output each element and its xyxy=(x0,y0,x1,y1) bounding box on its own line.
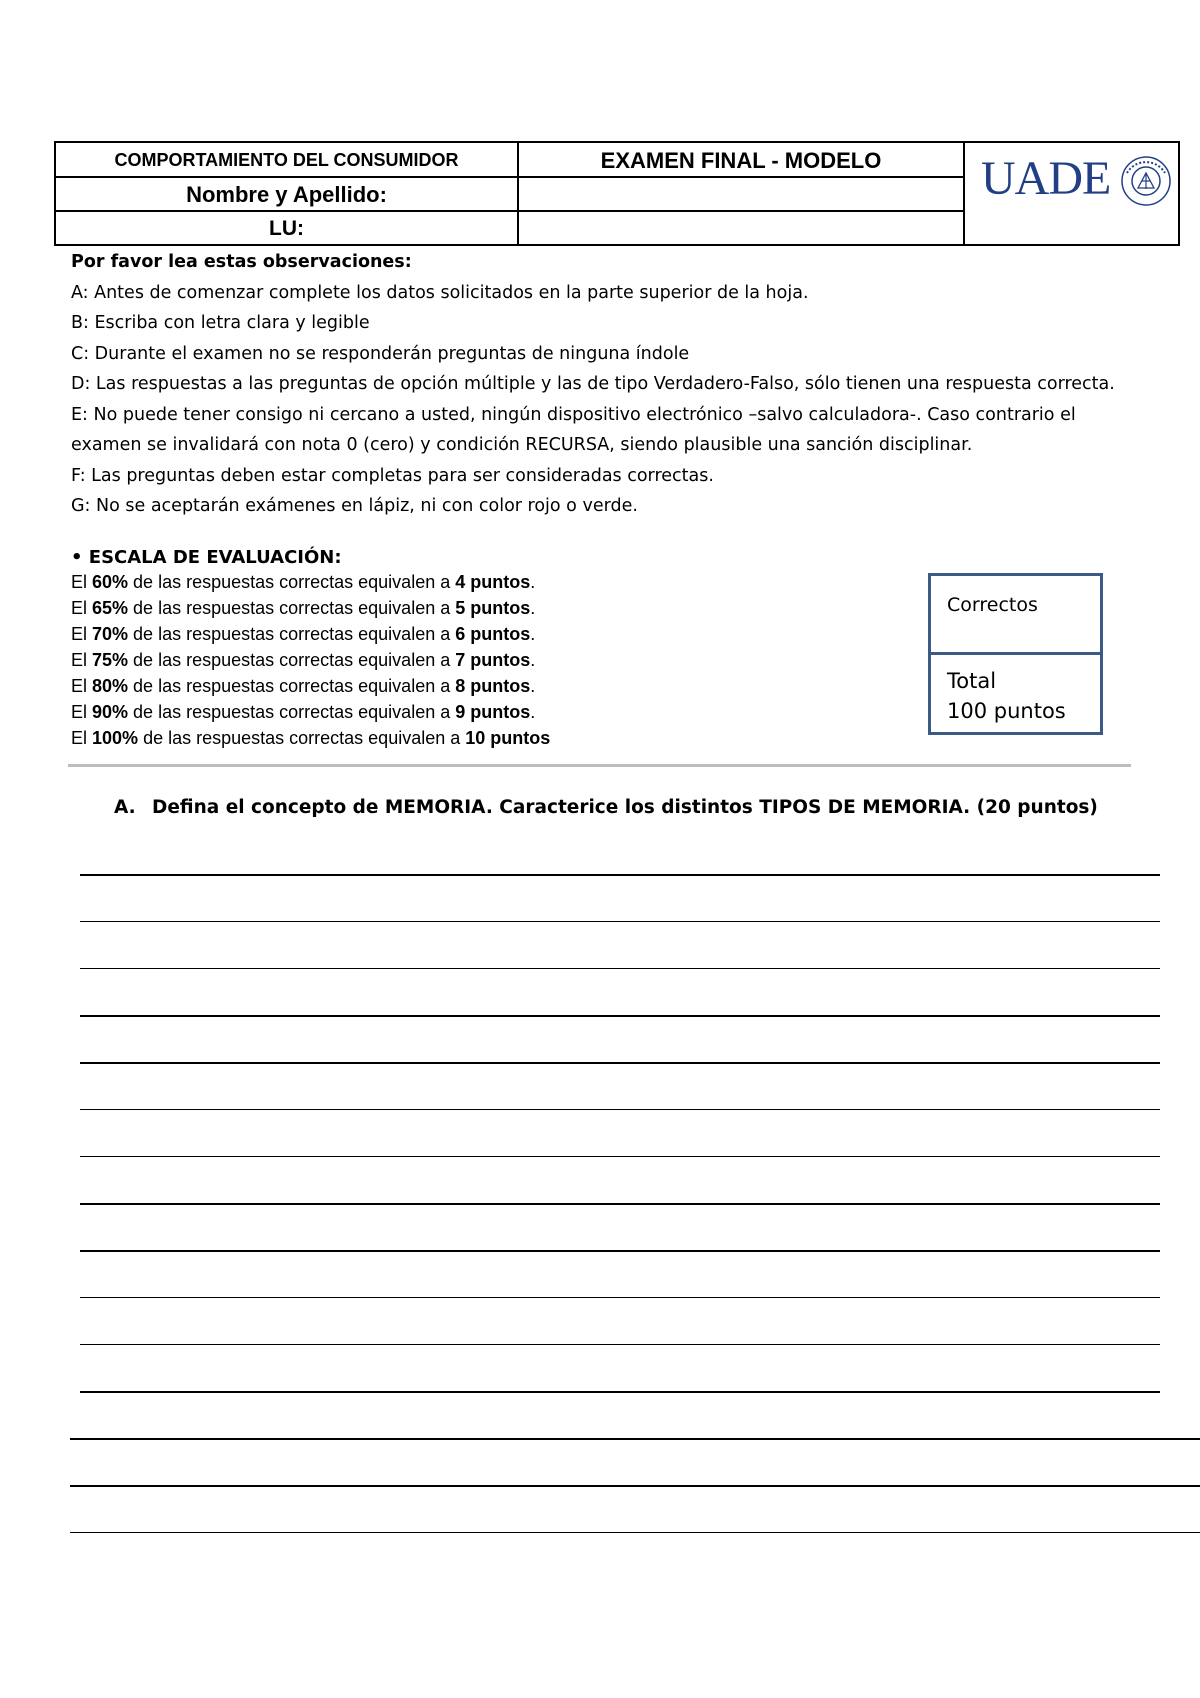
answer-line[interactable] xyxy=(80,1203,1160,1205)
answer-line[interactable] xyxy=(70,1485,1200,1487)
question-number: A. xyxy=(114,797,136,818)
scale-mid: de las respuestas correctas equivalen a xyxy=(128,598,456,618)
exam-header-table xyxy=(54,141,1180,246)
answer-line[interactable] xyxy=(80,968,1160,969)
scale-pre: El xyxy=(71,650,93,670)
section-separator xyxy=(68,764,1131,767)
scale-pct: 75% xyxy=(92,650,129,670)
question-text: Defina el concepto de MEMORIA. Caracterice los distintos TIPOS DE MEMORIA. (20 puntos) xyxy=(152,797,1098,818)
note-item: F: Las preguntas deben estar completas para ser consideradas correctas. xyxy=(71,466,714,486)
question-a xyxy=(114,797,1098,818)
score-box xyxy=(928,573,1103,735)
answer-line[interactable] xyxy=(80,1297,1160,1298)
answer-line[interactable] xyxy=(80,1062,1160,1064)
scale-pre: El xyxy=(71,572,93,592)
uade-logo-text: UADE xyxy=(981,152,1111,205)
note-item: D: Las respuestas a las preguntas de opción múltiple y las de tipo Verdadero-Falso, sólo tienen una respuesta correcta. xyxy=(71,374,1115,394)
scale-row xyxy=(71,572,535,592)
scale-pct: 65% xyxy=(92,598,129,618)
scale-end: . xyxy=(530,624,536,644)
note-item: B: Escriba con letra clara y legible xyxy=(71,313,370,333)
scale-pts: 6 puntos xyxy=(455,624,531,644)
answer-line[interactable] xyxy=(80,1156,1160,1157)
lu-label: LU: xyxy=(269,217,304,240)
answer-line[interactable] xyxy=(70,1532,1200,1533)
scale-mid: de las respuestas correctas equivalen a xyxy=(128,650,456,670)
scale-pct: 100% xyxy=(92,728,139,748)
scale-pts: 10 puntos xyxy=(465,728,551,748)
note-item: A: Antes de comenzar complete los datos solicitados en la parte superior de la hoja. xyxy=(71,283,809,303)
scale-mid: de las respuestas correctas equivalen a xyxy=(128,572,456,592)
scale-mid: de las respuestas correctas equivalen a xyxy=(138,728,466,748)
scale-end: . xyxy=(530,650,536,670)
scale-pts: 5 puntos xyxy=(455,598,531,618)
scale-pct: 80% xyxy=(92,676,129,696)
scale-pct: 90% xyxy=(92,702,129,722)
answer-line[interactable] xyxy=(80,921,1160,922)
scale-row xyxy=(71,598,535,618)
lu-field[interactable] xyxy=(519,212,963,244)
correct-label: Correctos xyxy=(947,594,1038,616)
answer-line[interactable] xyxy=(80,1344,1160,1345)
answer-line[interactable] xyxy=(80,1109,1160,1110)
scale-row xyxy=(71,650,535,670)
notes-title: Por favor lea estas observaciones: xyxy=(71,252,412,272)
scale-row xyxy=(71,728,550,748)
score-total xyxy=(947,666,1066,726)
scale-row xyxy=(71,624,535,644)
scale-mid: de las respuestas correctas equivalen a xyxy=(128,624,456,644)
scale-pre: El xyxy=(71,702,93,722)
scale-pre: El xyxy=(71,624,93,644)
note-item: G: No se aceptarán exámenes en lápiz, ni con color rojo o verde. xyxy=(71,496,638,516)
answer-line[interactable] xyxy=(70,1438,1200,1440)
exam-title: EXAMEN FINAL - MODELO xyxy=(600,147,882,173)
total-value: 100 puntos xyxy=(947,699,1066,723)
scale-pts: 4 puntos xyxy=(455,572,531,592)
scale-title: • ESCALA DE EVALUACIÓN: xyxy=(71,547,342,568)
scale-pre: El xyxy=(71,676,93,696)
note-item: E: No puede tener consigo ni cercano a usted, ningún dispositivo electrónico –salvo calculadora-. Caso contrario el xyxy=(71,405,1076,425)
answer-line[interactable] xyxy=(80,1250,1160,1252)
course-name: COMPORTAMIENTO DEL CONSUMIDOR xyxy=(114,150,459,170)
scale-mid: de las respuestas correctas equivalen a xyxy=(128,676,456,696)
scale-pts: 8 puntos xyxy=(455,676,531,696)
scale-mid: de las respuestas correctas equivalen a xyxy=(128,702,456,722)
name-label: Nombre y Apellido: xyxy=(186,182,387,207)
note-item: examen se invalidará con nota 0 (cero) y condición RECURSA, siendo plausible una sanción disciplinar. xyxy=(71,435,973,455)
scale-row xyxy=(71,702,535,722)
scale-end: . xyxy=(530,572,536,592)
scale-end: . xyxy=(530,702,536,722)
total-label: Total xyxy=(947,669,997,693)
scale-pts: 7 puntos xyxy=(455,650,531,670)
score-box-divider xyxy=(931,652,1100,655)
scale-end: . xyxy=(530,598,536,618)
note-item: C: Durante el examen no se responderán preguntas de ninguna índole xyxy=(71,344,690,364)
scale-pct: 70% xyxy=(92,624,129,644)
scale-row xyxy=(71,676,535,696)
scale-pct: 60% xyxy=(92,572,129,592)
seal-icon xyxy=(1118,151,1174,207)
answer-line[interactable] xyxy=(80,1391,1160,1393)
scale-pre: El xyxy=(71,598,93,618)
scale-end: . xyxy=(530,676,536,696)
uade-logo xyxy=(965,143,1178,244)
scale-pre: El xyxy=(71,728,93,748)
answer-line[interactable] xyxy=(80,1015,1160,1017)
answer-line[interactable] xyxy=(80,874,1160,876)
scale-pts: 9 puntos xyxy=(455,702,531,722)
name-field[interactable] xyxy=(519,178,963,210)
